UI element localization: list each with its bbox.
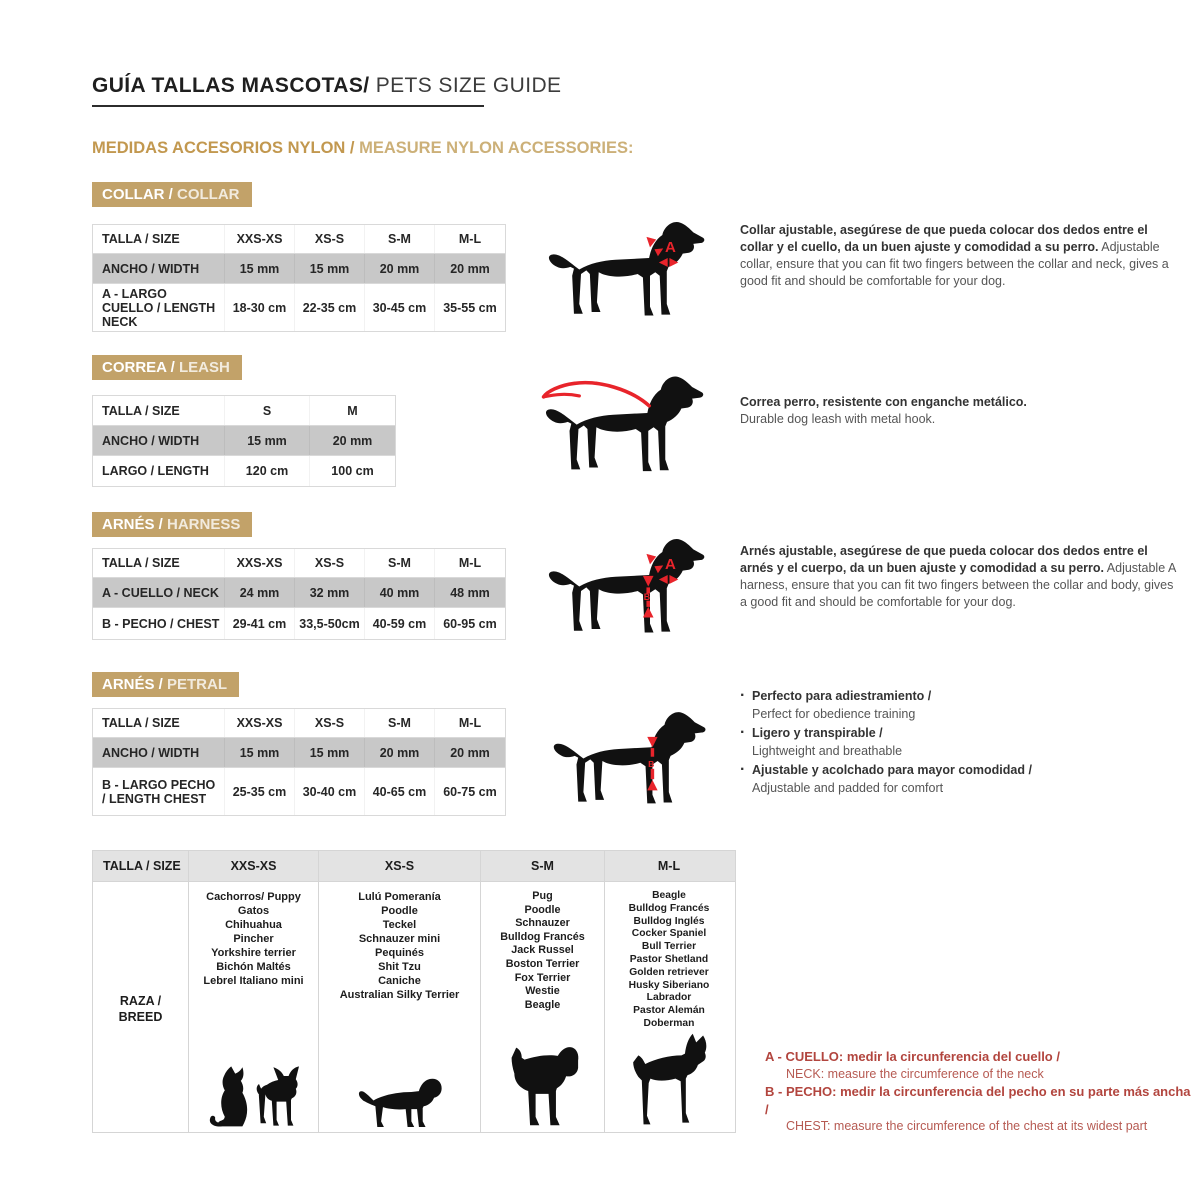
petral-chest-value: 25-35 cm: [225, 768, 295, 815]
collar-header-xxs: XXS-XS: [225, 225, 295, 253]
silhouettes-s-m: [483, 1043, 602, 1128]
leash-badge-en: LEASH: [174, 359, 230, 376]
leash-line: [544, 383, 650, 406]
subtitle-es: MEDIDAS ACCESORIOS NYLON /: [92, 139, 355, 157]
leash-dog-illustration: [540, 366, 710, 476]
breed-item: Poodle: [381, 905, 418, 917]
list-item: [740, 762, 1176, 797]
breed-header-xxs: XXS-XS: [189, 851, 319, 881]
harness-chest-value: 29-41 cm: [225, 608, 295, 639]
petral-badge-en: PETRAL: [162, 676, 228, 693]
breed-item: Bull Terrier: [641, 941, 697, 953]
note-a-es: A - CUELLO: medir la circunferencia del cuello /: [765, 1049, 1060, 1064]
petral-header-xs: XS-S: [295, 709, 365, 737]
svg-text:B: B: [643, 591, 651, 602]
leash-desc-es: Correa perro, resistente con enganche metálico.: [740, 395, 1027, 409]
petral-width-label: ANCHO / WIDTH: [93, 738, 225, 767]
table-row: [93, 426, 395, 456]
breed-header-ml: M-L: [657, 859, 681, 873]
petral-header-ml: M-L: [458, 716, 482, 730]
petral-chest-value: 30-40 cm: [295, 768, 365, 815]
petral-size-table: [92, 708, 506, 816]
note-b-en: CHEST: measure the circumference of the chest at its widest part: [786, 1119, 1148, 1133]
leash-length-label: LARGO / LENGTH: [93, 456, 225, 486]
harness-chest-label: B - PECHO / CHEST: [93, 608, 225, 639]
collar-neck-value: 18-30 cm: [225, 284, 295, 331]
harness-chest-value: 33,5-50cm: [295, 608, 365, 639]
collar-width-value: 20 mm: [365, 254, 435, 283]
breed-row-label: [93, 882, 189, 1132]
breed-item: Cachorros/ Puppy: [206, 891, 301, 903]
breed-item: Bulldog Francés: [500, 930, 585, 943]
harness-neck-value: 24 mm: [225, 578, 295, 607]
breed-item: Labrador: [646, 992, 692, 1004]
harness-header-ml: M-L: [458, 556, 482, 570]
collar-badge-en: COLLAR: [172, 186, 240, 203]
silhouettes-xxs-xs: [191, 1064, 316, 1128]
petral-width-value: 15 mm: [295, 738, 365, 767]
collar-desc-es: Collar ajustable, asegúrese de que pueda colocar dos dedos entre el collar y el cuello, da un buen ajuste y comodidad a su perro.: [740, 223, 1148, 254]
harness-chest-value: 60-95 cm: [443, 616, 497, 631]
harness-size-table: [92, 548, 506, 640]
harness-chest-value: 40-59 cm: [365, 608, 435, 639]
collar-size-table: [92, 224, 506, 332]
collar-header-xs: XS-S: [295, 225, 365, 253]
breed-item: Bulldog Inglés: [633, 915, 705, 927]
harness-neck-value: 32 mm: [295, 578, 365, 607]
table-row: [93, 456, 395, 487]
schnauzer-silhouette-icon: [504, 1043, 582, 1128]
svg-text:A: A: [665, 555, 676, 573]
bullet-en: Adjustable and padded for comfort: [752, 780, 944, 795]
petral-badge-es: ARNÉS /: [102, 676, 163, 693]
collar-width-value: 15 mm: [225, 254, 295, 283]
harness-neck-value: 40 mm: [365, 578, 435, 607]
breed-col-xxs-xs: [189, 882, 319, 1132]
table-row: [93, 768, 505, 816]
petral-chest-label: B - LARGO PECHO / LENGTH CHEST: [93, 768, 225, 815]
breed-list-m-l: [629, 890, 710, 1031]
breed-item: Boston Terrier: [505, 957, 580, 970]
bullet-en: Lightweight and breathable: [752, 743, 903, 758]
petral-section-badge: [92, 672, 239, 697]
harness-desc-es: Arnés ajustable, asegúrese de que pueda colocar dos dedos entre el arnés y el cuerpo, da un buen ajuste y comodidad a su perro.: [740, 544, 1148, 575]
collar-desc-en: Adjustable collar, ensure that you can fit two fingers between the collar and neck, gives a good fit and should be comfortable for your dog.: [740, 240, 1169, 288]
collar-description: [740, 222, 1176, 290]
leash-width-value: 15 mm: [225, 426, 310, 455]
page-subtitle: [92, 139, 634, 158]
chihuahua-silhouette-icon: [254, 1064, 304, 1128]
breed-item: Golden retriever: [629, 966, 709, 978]
breed-table-header: [93, 851, 735, 882]
page-title-es: GUÍA TALLAS MASCOTAS/: [92, 74, 370, 97]
bullet-es: · Ligero y transpirable /: [752, 725, 1176, 743]
breed-header-xs: XS-S: [319, 851, 481, 881]
measurement-notes: [765, 1048, 1197, 1136]
breed-item: Bulldog Francés: [628, 902, 710, 914]
breed-col-xs-s: [319, 882, 481, 1132]
collar-section-badge: [92, 182, 252, 207]
leash-width-label: ANCHO / WIDTH: [93, 426, 225, 455]
breed-item: Beagle: [652, 890, 686, 901]
bullet-es: · Ajustable y acolchado para mayor comodidad /: [752, 762, 1176, 780]
harness-header-xxs: XXS-XS: [225, 549, 295, 577]
table-row: [93, 254, 505, 284]
table-row: [93, 549, 505, 578]
harness-badge-es: ARNÉS /: [102, 516, 163, 533]
harness-badge-en: HARNESS: [162, 516, 241, 533]
breed-item: Cocker Spaniel: [631, 928, 707, 940]
breed-list-xs-s: [340, 890, 460, 1002]
collar-neck-label: A - LARGO CUELLO / LENGTH NECK: [93, 284, 225, 331]
petral-chest-value: 40-65 cm: [365, 768, 435, 815]
harness-section-badge: [92, 512, 252, 537]
table-row: [93, 284, 505, 332]
breed-item: Pug: [532, 890, 553, 902]
breed-item: Lulú Pomeranía: [358, 891, 441, 903]
petral-width-value: 20 mm: [365, 738, 435, 767]
bullet-es: · Perfecto para adiestramiento /: [752, 688, 1176, 706]
breed-item: Fox Terrier: [514, 971, 571, 984]
breed-item: Pastor Shetland: [629, 953, 709, 965]
collar-header-ml: M-L: [458, 232, 482, 246]
harness-description: [740, 543, 1176, 611]
breed-item: Chihuahua: [225, 919, 282, 931]
collar-width-value: 15 mm: [295, 254, 365, 283]
breed-item: Jack Russel: [511, 944, 574, 957]
doberman-silhouette-icon: [628, 1031, 710, 1128]
silhouettes-xs-s: [321, 1075, 478, 1128]
petral-chest-value: 60-75 cm: [443, 784, 497, 799]
leash-width-value: 20 mm: [332, 433, 373, 448]
breed-header-sm: S-M: [481, 851, 605, 881]
breed-col-s-m: [481, 882, 605, 1132]
breed-item: Pastor Alemán: [633, 1005, 705, 1017]
breed-item: Bichón Maltés: [216, 961, 291, 973]
bullet-en: Perfect for obedience training: [752, 706, 916, 721]
collar-neck-value: 22-35 cm: [295, 284, 365, 331]
note-b-es: B - PECHO: medir la circunferencia del pecho en su parte más ancha /: [765, 1084, 1191, 1117]
breed-item: Schnauzer mini: [358, 933, 441, 945]
breed-item: Gatos: [237, 905, 270, 917]
breed-item: Pincher: [233, 933, 274, 945]
harness-neck-label: A - CUELLO / NECK: [93, 578, 225, 607]
svg-text:B: B: [648, 759, 655, 770]
leash-length-value: 100 cm: [331, 464, 374, 478]
breed-item: Lebrel Italiano mini: [203, 975, 304, 987]
breed-item: Westie: [525, 985, 560, 998]
breed-item: Schnauzer: [515, 917, 570, 930]
list-item: [740, 688, 1176, 723]
breed-item: Husky Siberiano: [628, 979, 710, 991]
leash-badge-es: CORREA /: [102, 359, 175, 376]
collar-header-sm: S-M: [365, 225, 435, 253]
harness-header-size: TALLA / SIZE: [93, 549, 225, 577]
list-item: [740, 725, 1176, 760]
leash-desc-en: Durable dog leash with metal hook.: [740, 412, 936, 426]
petral-dog-illustration: [548, 700, 712, 810]
table-row: [93, 396, 395, 426]
leash-size-table: [92, 395, 396, 487]
petral-width-value: 20 mm: [450, 745, 490, 760]
table-row: [93, 709, 505, 738]
table-row: [93, 608, 505, 640]
leash-section-badge: [92, 355, 242, 380]
harness-dog-illustration: [543, 527, 711, 639]
collar-neck-value: 35-55 cm: [443, 300, 497, 315]
leash-length-value: 120 cm: [225, 456, 310, 486]
breed-item: Poodle: [524, 903, 561, 916]
breed-item: Beagle: [524, 998, 561, 1011]
harness-desc-en: Adjustable A harness, ensure that you can fit two fingers between the collar and body, gives a good fit and should be comfortable for your dog.: [740, 561, 1176, 609]
harness-header-xs: XS-S: [295, 549, 365, 577]
leash-header-s: S: [225, 396, 310, 425]
harness-header-sm: S-M: [365, 549, 435, 577]
collar-dog-illustration: [543, 212, 711, 320]
harness-neck-value: 48 mm: [450, 585, 490, 600]
leash-header-m: M: [347, 403, 358, 418]
breed-item: Australian Silky Terrier: [339, 989, 460, 1001]
petral-header-sm: S-M: [365, 709, 435, 737]
breed-size-table: [92, 850, 736, 1133]
table-row: [93, 225, 505, 254]
page-title-en: PETS SIZE GUIDE: [369, 74, 562, 97]
cat-silhouette-icon: [204, 1064, 248, 1128]
collar-width-label: ANCHO / WIDTH: [93, 254, 225, 283]
petral-header-size: TALLA / SIZE: [93, 709, 225, 737]
breed-item: Caniche: [378, 975, 421, 987]
collar-width-value: 20 mm: [450, 261, 490, 276]
svg-text:A: A: [665, 238, 676, 256]
page-title: [92, 74, 562, 107]
leash-header-size: TALLA / SIZE: [93, 396, 225, 425]
breed-header-size: TALLA / SIZE: [93, 851, 189, 881]
raza-breed-label: RAZA / BREED: [118, 993, 163, 1024]
petral-feature-list: [740, 688, 1176, 799]
subtitle-en: MEASURE NYLON ACCESSORIES:: [354, 139, 634, 157]
petral-width-value: 15 mm: [225, 738, 295, 767]
note-a-en: NECK: measure the circumference of the neck: [786, 1066, 1044, 1081]
dachshund-silhouette-icon: [356, 1075, 444, 1128]
breed-list-xxs-xs: [203, 890, 303, 988]
breed-item: Shit Tzu: [378, 961, 421, 973]
breed-item: Teckel: [382, 919, 417, 931]
silhouettes-m-l: [607, 1031, 731, 1128]
petral-header-xxs: XXS-XS: [225, 709, 295, 737]
breed-col-m-l: [605, 882, 733, 1132]
breed-item: Pequinés: [375, 947, 424, 959]
breed-list-s-m: [500, 890, 585, 1012]
collar-badge-es: COLLAR /: [102, 186, 173, 203]
breed-item: Yorkshire terrier: [211, 947, 296, 959]
collar-neck-value: 30-45 cm: [365, 284, 435, 331]
leash-description: [740, 394, 1176, 428]
table-row: [93, 738, 505, 768]
collar-header-size: TALLA / SIZE: [93, 225, 225, 253]
breed-table-body: [93, 882, 735, 1132]
table-row: [93, 578, 505, 608]
breed-item: Doberman: [643, 1017, 695, 1029]
